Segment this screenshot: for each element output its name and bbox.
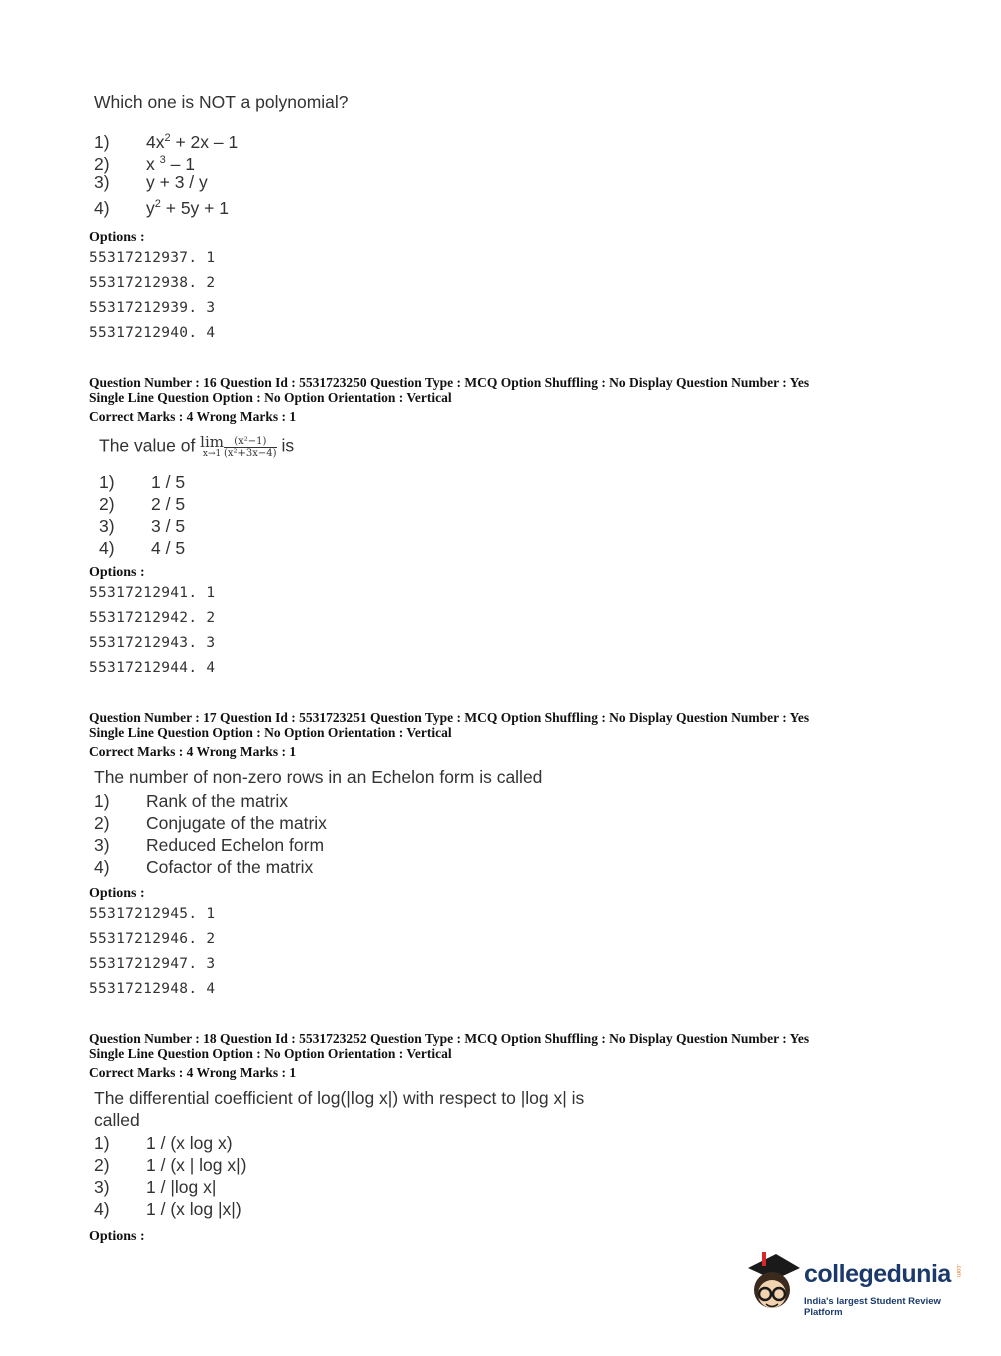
option-number: 2) (94, 153, 110, 174)
option-row (94, 812, 327, 834)
meta-line: Question Number : 17 Question Id : 5531723251 Question Type : MCQ Option Shuffling : No Display Question Number : Yes (89, 710, 810, 725)
option-row (99, 515, 185, 537)
brand-name: collegedunia (804, 1260, 951, 1288)
option-text: Rank of the matrix (146, 791, 288, 811)
option-row (94, 1132, 233, 1154)
option-text: y + 3 / y (146, 172, 208, 192)
option-text: 2 / 5 (151, 494, 186, 514)
limit-expression (200, 435, 224, 459)
option-text: – 1 (165, 153, 195, 174)
marks-line: Correct Marks : 4 Wrong Marks : 1 (89, 744, 297, 759)
option-number: 3) (99, 516, 115, 536)
option-text: 4 / 5 (151, 538, 186, 558)
option-number: 1) (94, 791, 110, 811)
option-number: 4) (99, 538, 115, 558)
meta-line: Single Line Question Option : No Option Orientation : Vertical (89, 725, 452, 740)
option-code: 55317212939. 3 (89, 300, 216, 316)
option-text: + 2x – 1 (170, 131, 239, 152)
option-row (94, 1154, 247, 1176)
option-text: 1 / (x | log x|) (146, 1155, 247, 1175)
option-text: 1 / |log x| (146, 1177, 217, 1197)
marks-line: Correct Marks : 4 Wrong Marks : 1 (89, 1065, 297, 1080)
option-superscript: 2 (164, 132, 171, 144)
option-text: y (146, 197, 155, 218)
denominator: (x²+3x−4) (224, 447, 277, 459)
option-row (99, 537, 185, 559)
question-text (94, 1088, 584, 1131)
option-number: 1) (94, 131, 110, 152)
option-row (94, 856, 313, 878)
option-text: Reduced Echelon form (146, 835, 325, 855)
option-text: Conjugate of the matrix (146, 813, 327, 833)
question-line: The differential coefficient of log(|log x|) with respect to |log x| is (94, 1088, 585, 1108)
option-row (94, 171, 208, 193)
limit-subscript: x→1 (202, 449, 222, 459)
brand-tagline: India's largest Student Review Platform (804, 1296, 941, 1318)
option-number: 2) (94, 813, 110, 833)
options-label: Options : (89, 886, 145, 901)
option-code: 55317212944. 4 (89, 660, 216, 676)
question-meta (89, 710, 889, 740)
option-text: 3 / 5 (151, 516, 186, 536)
option-row (99, 493, 185, 515)
option-row (94, 790, 288, 812)
option-code: 55317212938. 2 (89, 275, 216, 291)
options-label: Options : (89, 1229, 145, 1244)
question-meta (89, 375, 889, 405)
question-text: The number of non-zero rows in an Echelon form is called (94, 767, 543, 787)
option-code: 55317212946. 2 (89, 931, 216, 947)
option-text: 1 / 5 (151, 472, 186, 492)
option-text: 1 / (x log |x|) (146, 1199, 242, 1219)
fraction (224, 436, 277, 459)
option-row (94, 1176, 216, 1198)
option-text: 1 / (x log x) (146, 1133, 233, 1153)
options-label: Options : (89, 565, 145, 580)
option-number: 1) (99, 472, 115, 492)
meta-line: Single Line Question Option : No Option Orientation : Vertical (89, 390, 452, 405)
option-number: 3) (94, 835, 110, 855)
option-code: 55317212948. 4 (89, 981, 216, 997)
option-number: 4) (94, 857, 110, 877)
collegedunia-logo (742, 1250, 972, 1320)
option-row (99, 471, 185, 493)
marks-line: Correct Marks : 4 Wrong Marks : 1 (89, 409, 297, 424)
option-superscript: 3 (159, 154, 166, 166)
option-row (94, 1198, 242, 1220)
option-code: 55317212945. 1 (89, 906, 216, 922)
option-number: 2) (99, 494, 115, 514)
numerator: (x²−1) (224, 436, 277, 448)
question-suffix: is (276, 435, 295, 456)
option-row (94, 834, 324, 856)
option-number: 2) (94, 1155, 110, 1175)
meta-line: Question Number : 16 Question Id : 5531723250 Question Type : MCQ Option Shuffling : No Display Question Number : Yes (89, 375, 810, 390)
option-code: 55317212942. 2 (89, 610, 216, 626)
option-code: 55317212943. 3 (89, 635, 216, 651)
options-label: Options : (89, 230, 145, 245)
option-row (94, 193, 229, 219)
meta-line: Single Line Question Option : No Option Orientation : Vertical (89, 1046, 452, 1061)
option-code: 55317212941. 1 (89, 585, 216, 601)
question-text: Which one is NOT a polynomial? (94, 92, 349, 112)
meta-line: Question Number : 18 Question Id : 5531723252 Question Type : MCQ Option Shuffling : No Display Question Number : Yes (89, 1031, 810, 1046)
question-meta (89, 1031, 889, 1061)
option-code: 55317212940. 4 (89, 325, 216, 341)
option-text: 4x (146, 131, 165, 152)
option-code: 55317212947. 3 (89, 956, 216, 972)
option-number: 1) (94, 1133, 110, 1153)
option-number: 4) (94, 1199, 110, 1219)
option-code: 55317212937. 1 (89, 250, 216, 266)
option-number: 4) (94, 197, 110, 218)
option-number: 3) (94, 172, 110, 192)
option-number: 3) (94, 1177, 110, 1197)
question-prefix: The value of (99, 435, 201, 456)
mascot-icon (742, 1250, 802, 1320)
question-text (99, 435, 294, 459)
option-text: Cofactor of the matrix (146, 857, 314, 877)
option-text: x (146, 153, 160, 174)
question-line: called (94, 1110, 140, 1130)
option-superscript: 2 (154, 198, 161, 210)
limit-word: lim (200, 433, 224, 451)
option-text: + 5y + 1 (160, 197, 229, 218)
brand-dotcom: .com (955, 1264, 961, 1278)
